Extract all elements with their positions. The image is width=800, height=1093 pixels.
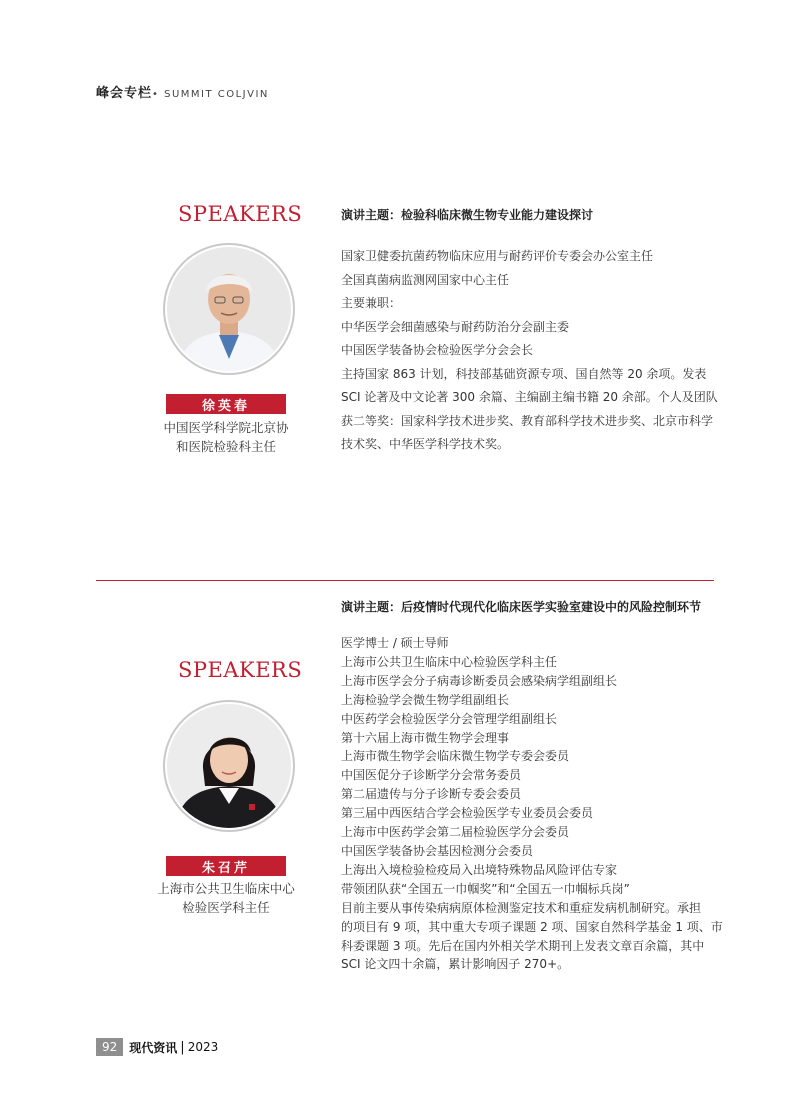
page-footer [96, 1038, 218, 1056]
bio-line: 技术奖、中华医学科学技术奖。 [341, 437, 510, 451]
page-number: 92 [96, 1038, 123, 1056]
bio-line: 国家卫健委抗菌药物临床应用与耐药评价专委会办公室主任 [341, 249, 654, 263]
bio-line: 中医药学会检验医学分会管理学组副组长 [341, 711, 558, 726]
bio-line: 中国医促分子诊断学分会常务委员 [341, 768, 522, 783]
bio-line: 第十六届上海市微生物学会理事 [341, 730, 510, 745]
bio-line: 全国真菌病监测网国家中心主任 [341, 272, 510, 287]
column-header [96, 82, 269, 101]
section-divider [96, 580, 714, 581]
bio-line: 的项目有 9 项，其中重大专项子课题 2 项、国家自然科学基金 1 项、市 [341, 919, 723, 934]
bio-line: 主持国家 863 计划，科技部基础资源专项、国自然等 20 余项。发表 [341, 366, 707, 381]
bio-line: 中国医学装备协会基因检测分会委员 [341, 843, 534, 858]
speaker-photo [163, 243, 295, 375]
issue-year: 2023 [187, 1040, 219, 1054]
talk-topic: 演讲主题：检验科临床微生物专业能力建设探讨 [341, 208, 594, 222]
bio-line: 上海检验学会微生物学组副组长 [341, 692, 510, 707]
footer-separator: | [180, 1039, 185, 1055]
magazine-name: 现代资讯 [129, 1040, 178, 1055]
bio-line: 第三届中西医结合学会检验医学专业委员会委员 [341, 806, 594, 821]
affiliation-line: 检验医学科主任 [182, 900, 270, 915]
speakers-label: SPEAKERS [178, 658, 303, 682]
bio-line: 中国医学装备协会检验医学分会会长 [341, 343, 534, 357]
bio-line: 上海市医学会分子病毒诊断委员会感染病学组副组长 [341, 673, 618, 688]
affiliation-line: 中国医学科学院北京协 [163, 420, 289, 435]
bio-line: 中华医学会细菌感染与耐药防治分会副主委 [341, 319, 570, 334]
bio-line: 科委课题 3 项。先后在国内外相关学术期刊上发表文章百余篇，其中 [341, 938, 705, 953]
bio-line: SCI 论文四十余篇，累计影响因子 270+。 [341, 957, 570, 972]
bio-line: 上海市公共卫生临床中心检验医学科主任 [341, 654, 558, 669]
bio-line: 上海市中医药学会第二届检验医学分会委员 [341, 825, 570, 840]
talk-topic: 演讲主题：后疫情时代现代化临床医学实验室建设中的风险控制环节 [341, 600, 702, 614]
column-title: 峰会专栏 [96, 86, 153, 101]
bio-line: SCI 论著及中文论著 300 余篇、主编副主编书籍 20 余部。个人及团队 [341, 390, 718, 404]
affiliation-line: 和医院检验科主任 [175, 439, 276, 454]
bio-line: 第二届遗传与分子诊断专委会委员 [341, 787, 522, 802]
bio-line: 目前主要从事传染病病原体检测鉴定技术和重症发病机制研究。承担 [341, 900, 702, 915]
column-subtitle: • SUMMIT COLJVIN [152, 89, 269, 100]
speaker-photo [163, 700, 295, 832]
speakers-label: SPEAKERS [178, 202, 303, 226]
speaker-affiliation [146, 879, 306, 917]
affiliation-line: 上海市公共卫生临床中心 [157, 881, 295, 896]
speaker-name-badge: 徐英春 [166, 394, 286, 414]
speaker-bio [341, 634, 723, 974]
bio-line: 上海出入境检验检疫局入出境特殊物品风险评估专家 [341, 862, 618, 877]
speaker-affiliation [146, 418, 306, 456]
bio-line: 主要兼职： [341, 296, 402, 310]
speaker-name-badge: 朱召芹 [166, 856, 286, 876]
bio-line: 医学博士 / 硕士导师 [341, 636, 449, 650]
speaker-bio [341, 245, 718, 457]
bio-line: 上海市微生物学会临床微生物学专委会委员 [341, 749, 570, 764]
bio-line: 带领团队获“全国五一巾帼奖”和“全国五一巾帼标兵岗” [341, 881, 630, 896]
bio-line: 获二等奖：国家科学技术进步奖、教育部科学技术进步奖、北京市科学 [341, 413, 714, 428]
